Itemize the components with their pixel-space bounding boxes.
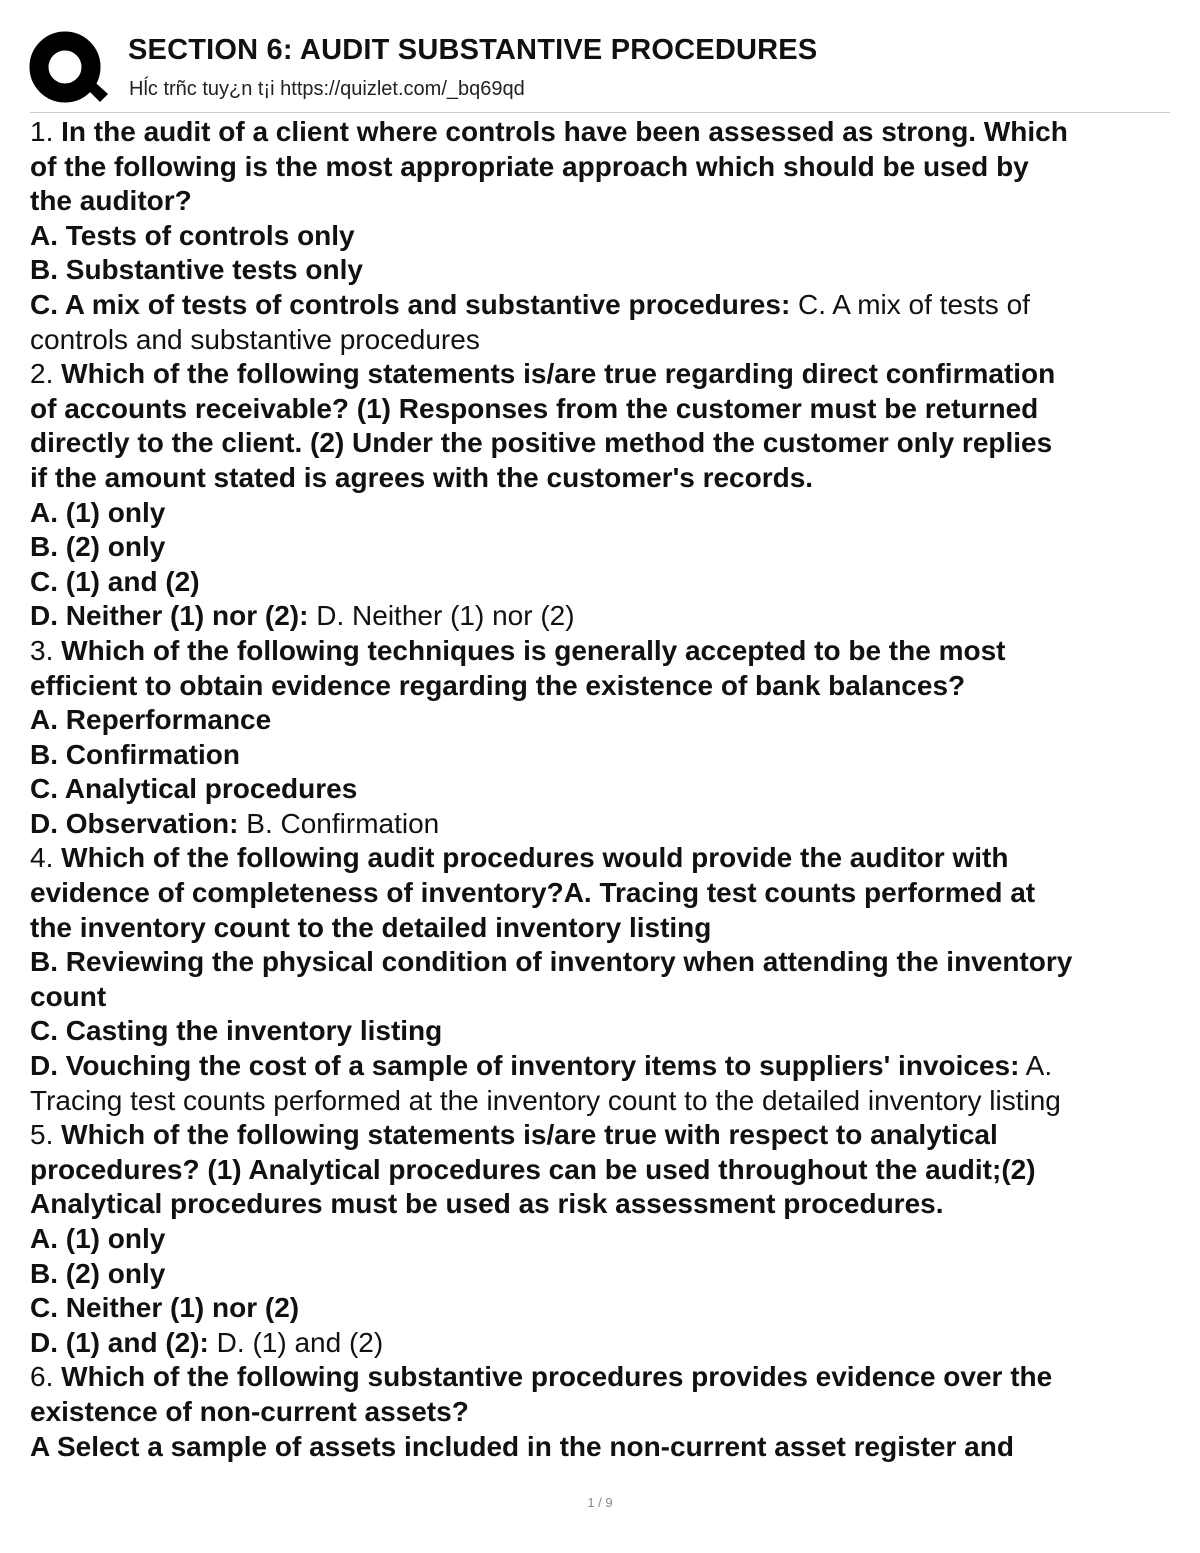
- option: C. (1) and (2): [30, 565, 200, 597]
- question-6: [30, 1360, 1180, 1464]
- option: D. Observation:: [30, 807, 239, 839]
- answer: B. Confirmation: [238, 807, 440, 839]
- quizlet-logo-icon: [28, 30, 108, 108]
- answer: D. (1) and (2): [208, 1326, 384, 1358]
- option: D. Vouching the cost of a sample of inventory items to suppliers' invoices:: [30, 1050, 1020, 1082]
- answer: C. A mix of tests of: [790, 288, 1030, 320]
- page-number: 1 / 9: [587, 1495, 613, 1510]
- question-text: In the audit of a client where controls have been assessed as strong. Which: [61, 116, 1068, 147]
- question-list: [30, 115, 1180, 1464]
- question-number: 6.: [30, 1361, 54, 1393]
- question-number: 4.: [30, 842, 54, 874]
- answer: Tracing test counts performed at the inventory count to the detailed inventory listing: [30, 1084, 1061, 1116]
- option: A. Tests of controls only: [30, 219, 355, 251]
- option: D. (1) and (2):: [30, 1326, 209, 1358]
- question-text: the auditor?: [30, 185, 192, 217]
- question-text: Which of the following techniques is generally accepted to be the most: [61, 634, 1006, 666]
- option: B. (2) only: [30, 1257, 166, 1289]
- header-divider: [30, 112, 1170, 113]
- option: A. (1) only: [30, 1223, 166, 1254]
- page-title: SECTION 6: AUDIT SUBSTANTIVE PROCEDURES: [128, 34, 818, 66]
- question-text: procedures? (1) Analytical procedures can be used throughout the audit;(2): [30, 1153, 1036, 1185]
- option: B. Reviewing the physical condition of inventory when attending the inventory: [30, 946, 1073, 978]
- question-2: [30, 357, 1180, 634]
- option: B. (2) only: [30, 531, 166, 563]
- option: A. (1) only: [30, 496, 166, 528]
- option: B. Substantive tests only: [30, 254, 363, 286]
- answer: controls and substantive procedures: [30, 323, 480, 355]
- option: C. Casting the inventory listing: [30, 1015, 443, 1047]
- question-text: of the following is the most appropriate approach which should be used by: [30, 150, 1029, 182]
- question-number: 5.: [30, 1119, 54, 1151]
- question-text: Analytical procedures must be used as risk assessment procedures.: [30, 1188, 944, 1220]
- option: C. Neither (1) nor (2): [30, 1292, 300, 1324]
- option: D. Neither (1) nor (2):: [30, 600, 309, 632]
- question-text: Which of the following statements is/are true regarding direct confirmation: [61, 358, 1056, 390]
- question-number: 3.: [30, 634, 54, 666]
- answer: D. Neither (1) nor (2): [308, 600, 575, 632]
- question-text: the inventory count to the detailed inventory listing: [30, 911, 712, 943]
- question-number: 1.: [30, 116, 54, 147]
- question-3: [30, 634, 1180, 842]
- option: count: [30, 980, 107, 1012]
- question-text: if the amount stated is agrees with the customer's records.: [30, 461, 814, 493]
- study-online-link[interactable]: Hĺc trñc tuy¿n t¡i https://quizlet.com/_bq69qd: [129, 78, 525, 100]
- question-text: Which of the following substantive procedures provides evidence over the: [61, 1361, 1053, 1393]
- question-text: Which of the following audit procedures would provide the auditor with: [61, 842, 1009, 874]
- question-text: Which of the following statements is/are true with respect to analytical: [61, 1119, 998, 1151]
- answer: A.: [1019, 1050, 1053, 1082]
- option: A Select a sample of assets included in the non-current asset register and: [30, 1430, 1014, 1462]
- option: B. Confirmation: [30, 738, 240, 770]
- question-text: existence of non-current assets?: [30, 1395, 469, 1427]
- question-1: [30, 115, 1180, 357]
- option: A. Reperformance: [30, 704, 272, 736]
- question-4: [30, 841, 1180, 1118]
- question-5: [30, 1118, 1180, 1360]
- option: C. A mix of tests of controls and substantive procedures:: [30, 288, 791, 320]
- question-text: evidence of completeness of inventory?A. Tracing test counts performed at: [30, 877, 1036, 909]
- question-text: directly to the client. (2) Under the positive method the customer only replies: [30, 427, 1053, 459]
- question-number: 2.: [30, 358, 54, 390]
- question-text: of accounts receivable? (1) Responses from the customer must be returned: [30, 392, 1039, 424]
- question-text: efficient to obtain evidence regarding the existence of bank balances?: [30, 669, 966, 701]
- option: C. Analytical procedures: [30, 773, 358, 805]
